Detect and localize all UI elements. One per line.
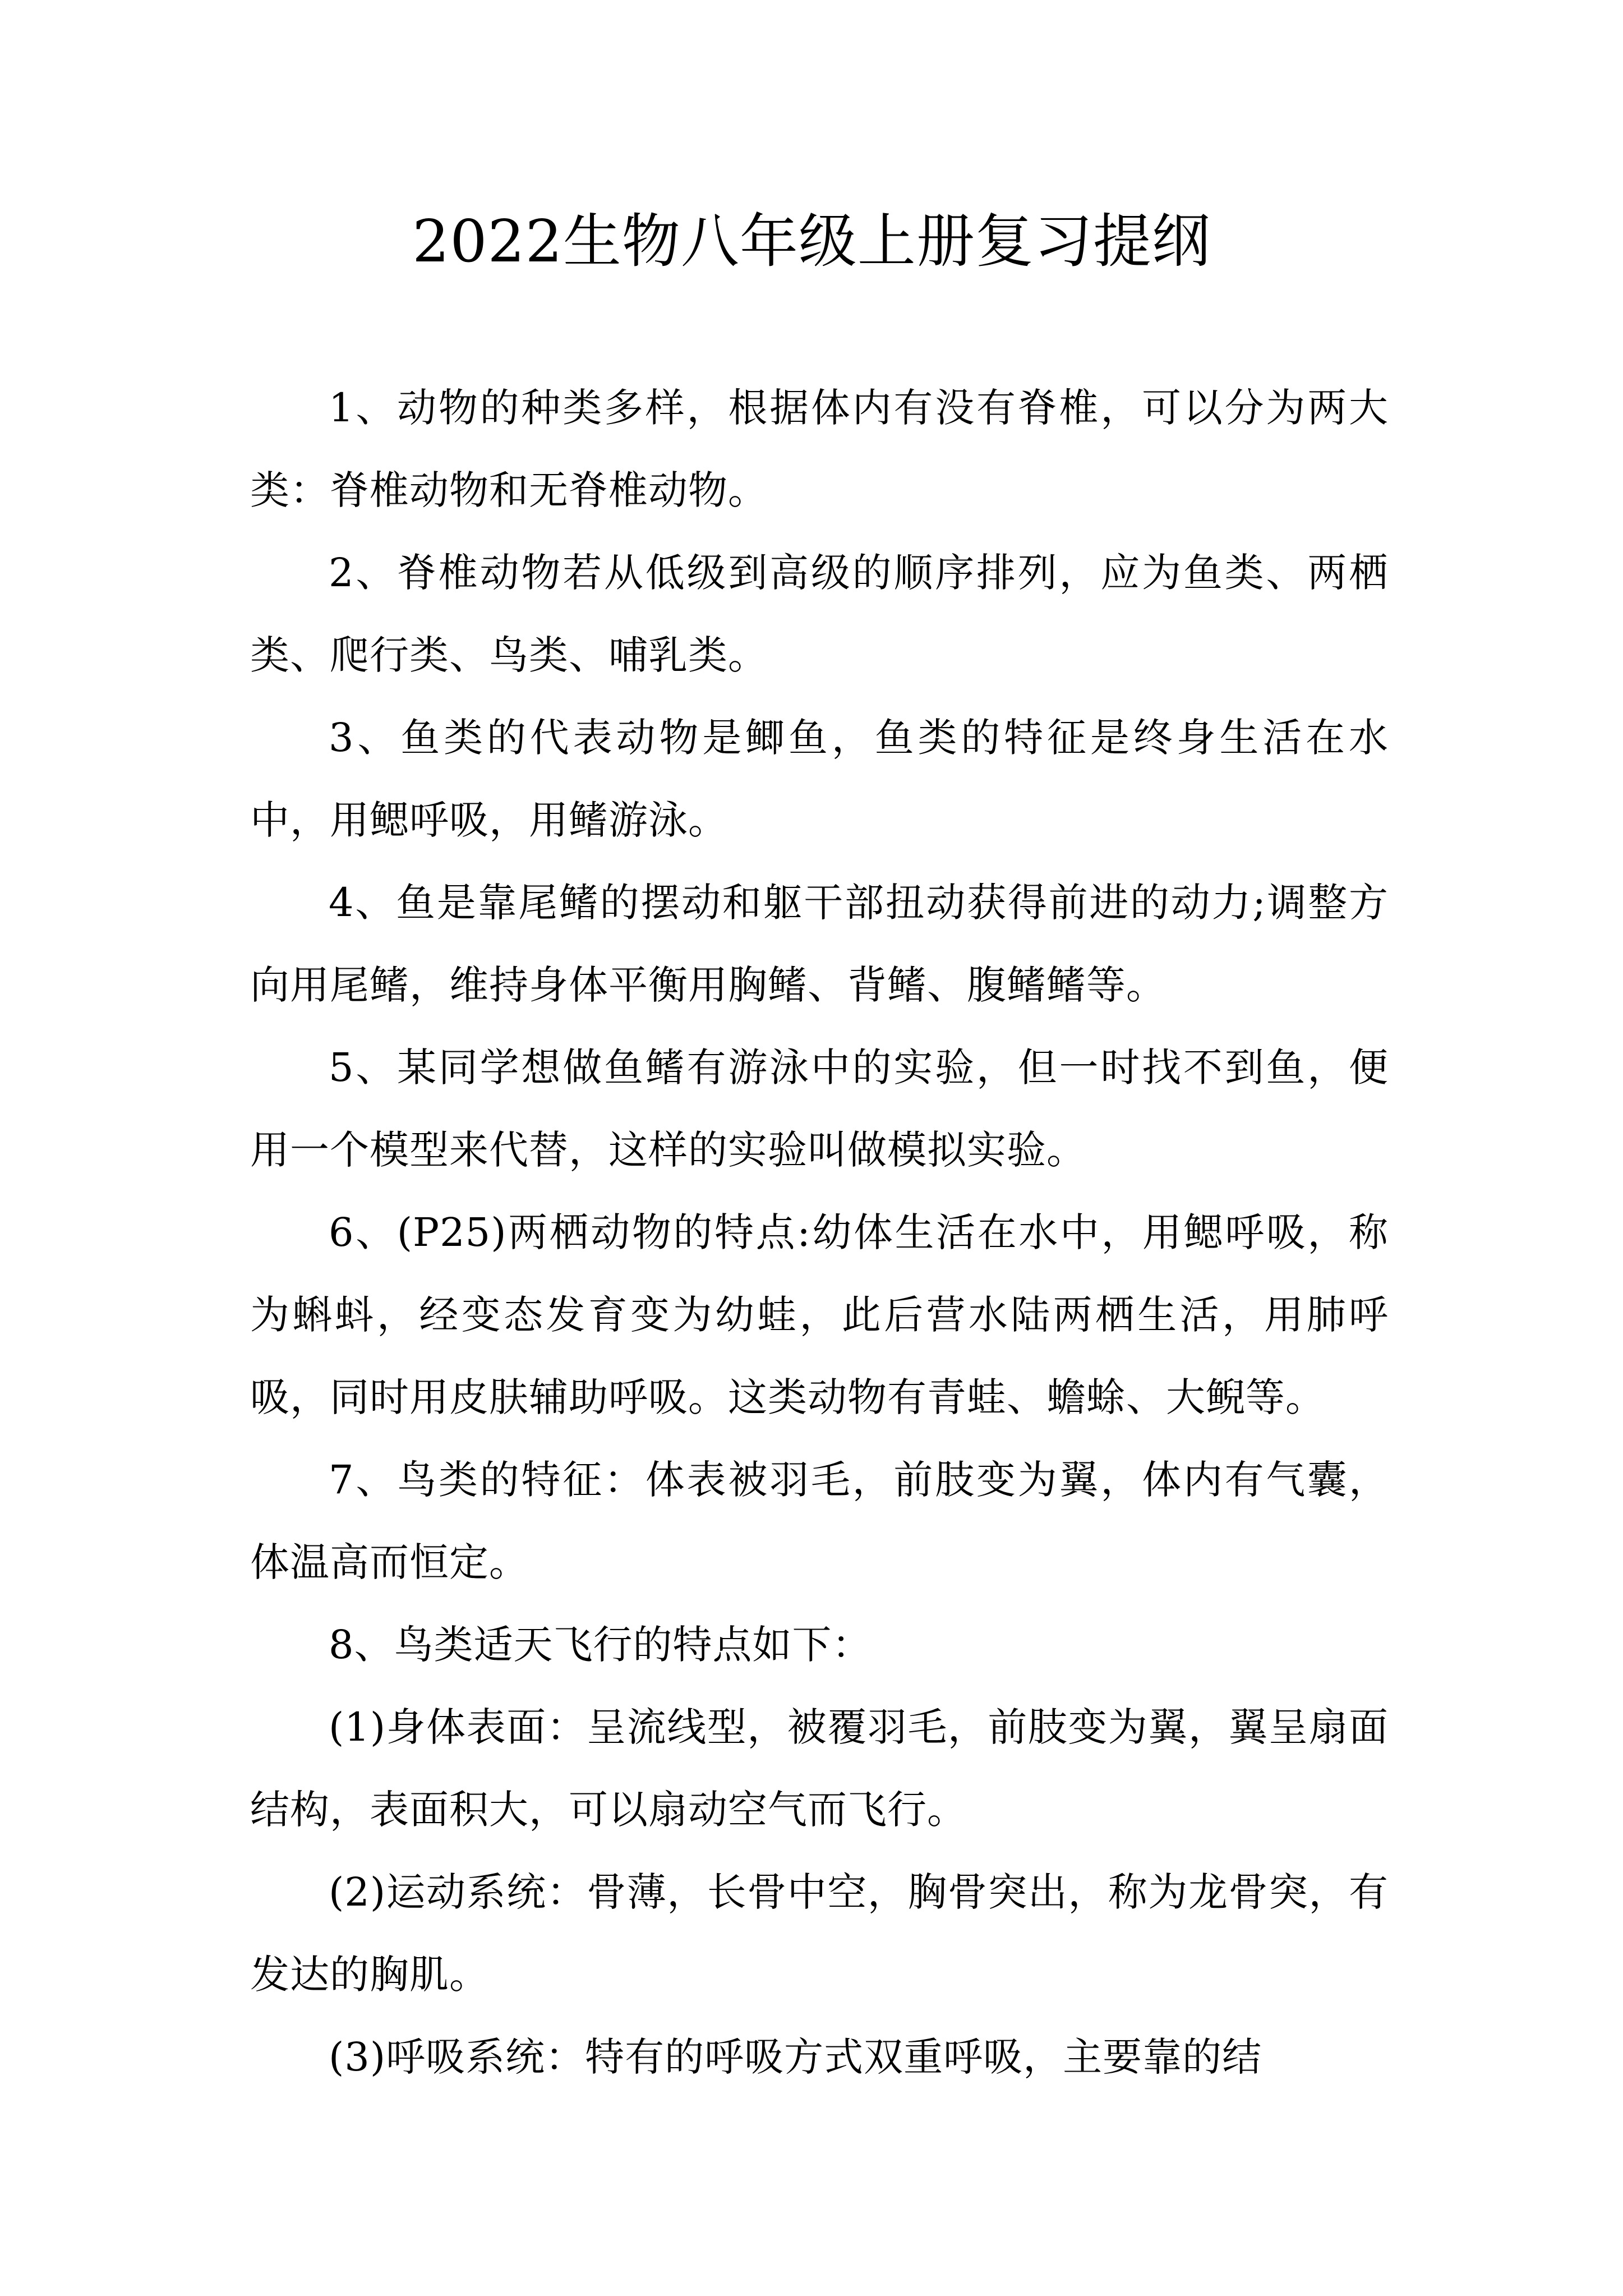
paragraph-7: 7、鸟类的特征：体表被羽毛，前肢变为翼，体内有气囊，体温高而恒定。 [250, 1457, 1389, 1585]
paragraph-4: 4、鱼是靠尾鳍的摆动和躯干部扭动获得前进的动力;调整方向用尾鳍，维持身体平衡用胸鳍、背鳍、腹鳍鳍等。 [250, 880, 1389, 1008]
paragraph-8-1: (1)身体表面：呈流线型，被覆羽毛，前肢变为翼，翼呈扇面结构，表面积大，可以扇动空气而飞行。 [250, 1704, 1389, 1833]
paragraph-3: 3、鱼类的代表动物是鲫鱼，鱼类的特征是终身生活在水中，用鳃呼吸，用鳍游泳。 [250, 715, 1389, 843]
paragraph-6: 6、(P25)两栖动物的特点:幼体生活在水中，用鳃呼吸，称为蝌蚪，经变态发育变为幼蛙，此后营水陆两栖生活，用肺呼吸，同时用皮肤辅助呼吸。这类动物有青蛙、蟾蜍、大鲵等。 [250, 1209, 1389, 1420]
paragraph-8-2: (2)运动系统：骨薄，长骨中空，胸骨突出，称为龙骨突，有发达的胸肌。 [250, 1869, 1389, 1998]
paragraph-8: 8、鸟类适天飞行的特点如下： [329, 1622, 872, 1668]
paragraph-8-3: (3)呼吸系统：特有的呼吸方式双重呼吸，主要靠的结 [329, 2034, 1262, 2080]
paragraph-1: 1、动物的种类多样，根据体内有没有脊椎，可以分为两大类：脊椎动物和无脊椎动物。 [250, 385, 1389, 513]
paragraph-2: 2、脊椎动物若从低级到高级的顺序排列，应为鱼类、两栖类、爬行类、鸟类、哺乳类。 [250, 550, 1389, 678]
document-body [250, 367, 1389, 2099]
document-title: 2022生物八年级上册复习提纲 [412, 207, 1211, 275]
paragraph-5: 5、某同学想做鱼鳍有游泳中的实验，但一时找不到鱼，便用一个模型来代替，这样的实验叫做模拟实验。 [250, 1045, 1389, 1173]
